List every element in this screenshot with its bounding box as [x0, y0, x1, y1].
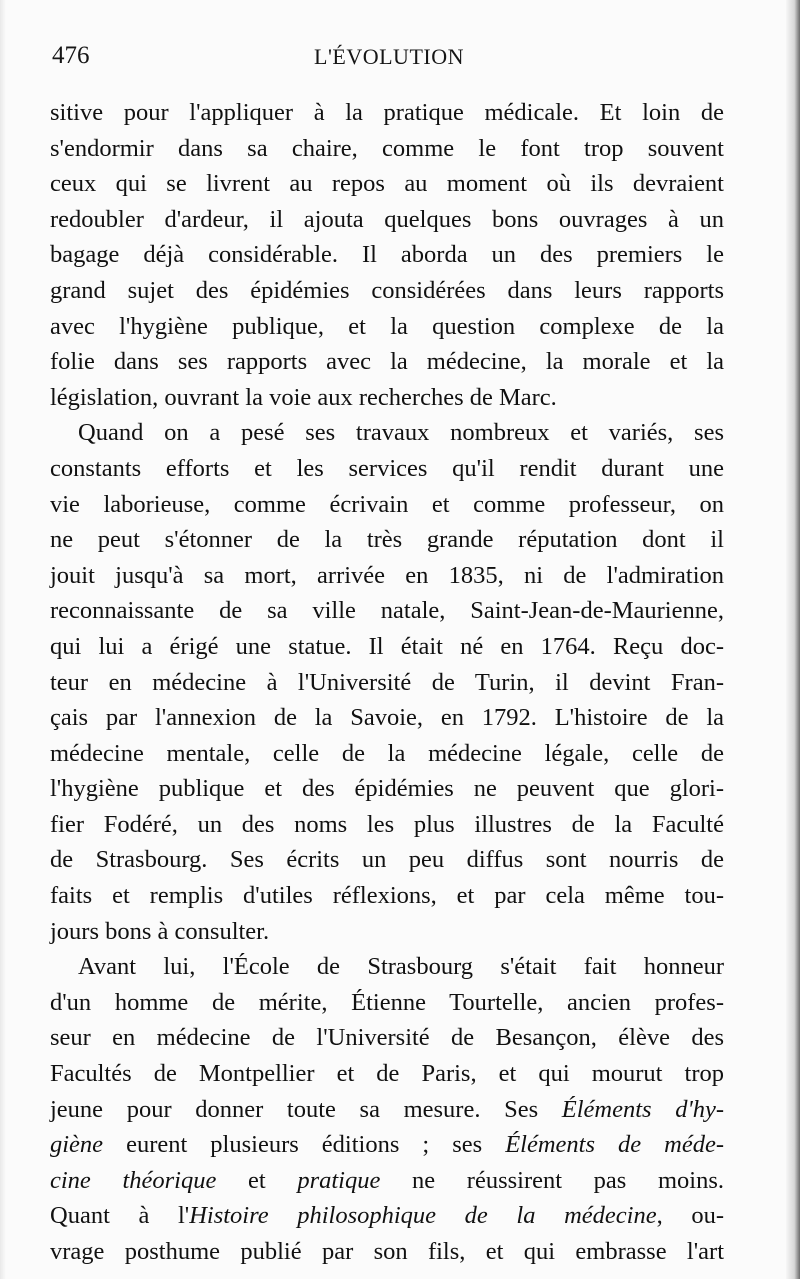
- text-line: Facultés de Montpellier et de Paris, et qui mourut trop: [50, 1060, 724, 1088]
- text-line: médecine mentale, celle de la médecine légale, celle de: [50, 739, 724, 767]
- text-line: faits et remplis d'utiles réflexions, et par cela même tou-: [50, 882, 724, 910]
- text-line: s'endormir dans sa chaire, comme le font trop souvent: [50, 134, 724, 162]
- text-run: eurent plusieurs éditions ; ses: [103, 1131, 506, 1159]
- text-line: l'hygiène publique et des épidémies ne peuvent que glori-: [50, 775, 724, 803]
- book-title-italic: giène: [50, 1131, 104, 1159]
- page-number: 476: [52, 42, 90, 69]
- body-text: [50, 95, 724, 1270]
- text-line: Quand on a pesé ses travaux nombreux et variés, ses: [78, 419, 724, 447]
- text-line: [50, 1163, 724, 1199]
- text-line: d'un homme de mérite, Étienne Tourtelle, ancien profes-: [50, 988, 724, 1016]
- book-title-italic: cine théorique: [50, 1166, 217, 1194]
- text-line: [50, 1092, 724, 1128]
- text-line: jours bons à consulter.: [50, 917, 270, 945]
- page-edge-shadow: [786, 0, 800, 1279]
- text-line: redoubler d'ardeur, il ajouta quelques bons ouvrages à un: [50, 205, 724, 233]
- text-line: folie dans ses rapports avec la médecine, la morale et la: [50, 348, 724, 376]
- text-line: vrage posthume publié par son fils, et qui embrasse l'art: [50, 1238, 724, 1265]
- text-line: qui lui a érigé une statue. Il était né en 1764. Reçu doc-: [50, 632, 724, 660]
- text-line: Avant lui, l'École de Strasbourg s'était fait honneur: [78, 953, 724, 981]
- text-line: grand sujet des épidémies considérées dans leurs rapports: [50, 276, 724, 304]
- text-line: avec l'hygiène publique, et la question complexe de la: [50, 312, 724, 340]
- text-run: et: [216, 1166, 298, 1194]
- text-run: ne réussirent pas moins.: [380, 1166, 725, 1194]
- book-title-italic: Éléments de méde-: [505, 1131, 725, 1159]
- text-line: jouit jusqu'à sa mort, arrivée en 1835, ni de l'admiration: [50, 561, 724, 589]
- text-line: ceux qui se livrent au repos au moment où ils devraient: [50, 170, 724, 198]
- text-line: constants efforts et les services qu'il rendit durant une: [50, 454, 724, 482]
- text-line: çais par l'annexion de la Savoie, en 1792. L'histoire de la: [50, 704, 724, 732]
- text-line: teur en médecine à l'Université de Turin, il devint Fran-: [50, 668, 724, 696]
- text-line: vie laborieuse, comme écrivain et comme professeur, on: [50, 490, 724, 518]
- text-line: [50, 1198, 724, 1234]
- page-gutter-shadow: [0, 0, 6, 1279]
- text-line: législation, ouvrant la voie aux recherches de Marc.: [50, 383, 557, 411]
- text-line: bagage déjà considérable. Il aborda un des premiers le: [50, 241, 724, 269]
- book-title-italic: Éléments d'hy-: [561, 1095, 724, 1123]
- text-line: [50, 1127, 724, 1163]
- running-head: L'ÉVOLUTION: [314, 44, 464, 69]
- text-run: Quant à l': [50, 1202, 190, 1230]
- page-header: [52, 42, 722, 72]
- text-line: sitive pour l'appliquer à la pratique médicale. Et loin de: [50, 99, 724, 126]
- book-title-italic: Histoire philosophique de la médecine: [189, 1202, 657, 1230]
- text-line: ne peut s'étonner de la très grande réputation dont il: [50, 526, 724, 554]
- text-line: reconnaissante de sa ville natale, Saint-Jean-de-Maurienne,: [50, 597, 724, 625]
- text-line: fier Fodéré, un des noms les plus illustres de la Faculté: [50, 810, 724, 838]
- text-line: seur en médecine de l'Université de Besançon, élève des: [50, 1024, 724, 1052]
- text-line: de Strasbourg. Ses écrits un peu diffus sont nourris de: [50, 846, 724, 874]
- book-title-italic: pratique: [297, 1166, 381, 1194]
- text-run: jeune pour donner toute sa mesure. Ses: [50, 1095, 562, 1123]
- text-run: , ou-: [656, 1202, 724, 1230]
